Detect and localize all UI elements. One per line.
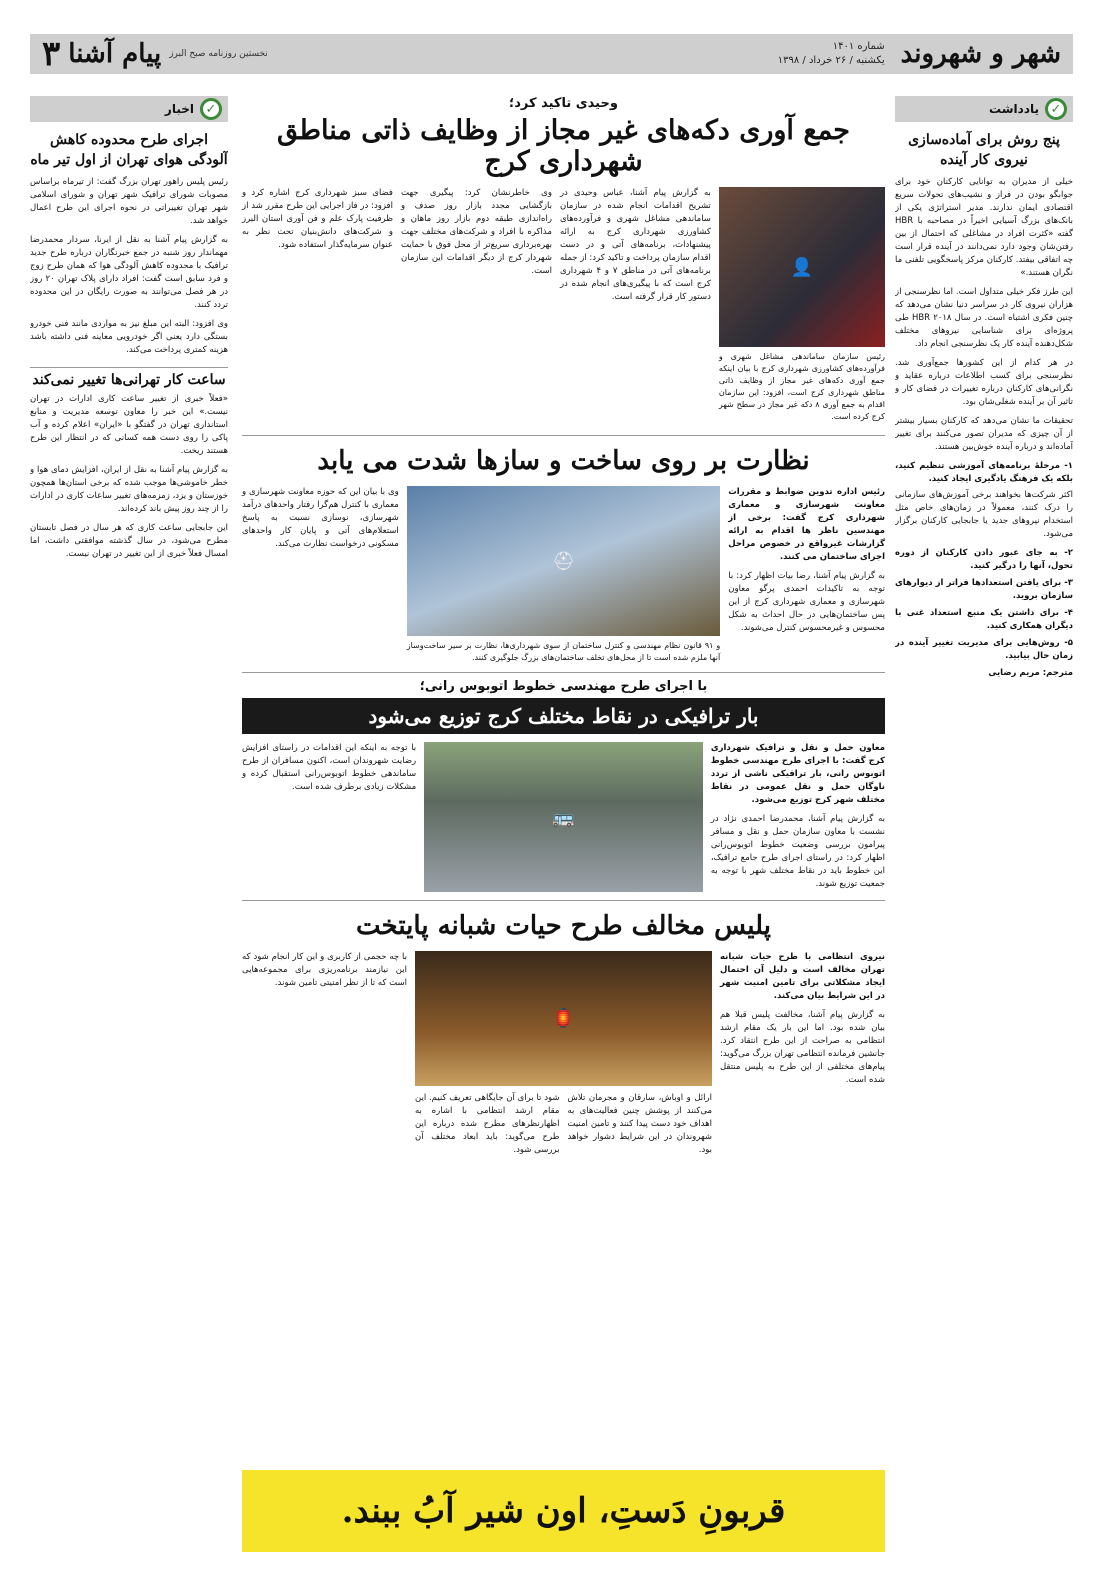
news-paragraph: رئیس پلیس راهور تهران بزرگ گفت: از تیرماه براساس مصوبات شورای ترافیک شهر تهران و شورای اسلامی شهر تهران تغییراتی در نحوه اجرای این طرح اعمال خواهد شد. <box>30 177 228 226</box>
news-paragraph: «فعلاً خبری از تغییر ساعت کاری ادارات در تهران نیست.» این خبر را معاون توسعه مدیریت و منابع استانداری تهران در گفتگو با «ایران» اعلام کرده و آب پاکی را روی دست همه کسانی که در انتظار این طرح هستند ریخت. <box>30 394 228 456</box>
news-column <box>30 96 228 1566</box>
traffic-photo: 🚌 <box>424 742 703 892</box>
story-column: شود تا برای آن جایگاهی تعریف کنیم. این مقام ارشد انتظامی با اشاره به اظهارنظرهای مطرح شده درباره این طرح می‌گوید: باید ابعاد مختلف آن بررسی شود. <box>415 1093 560 1155</box>
story-bus <box>242 672 885 892</box>
story-headline: بار ترافیکی در نقاط مختلف کرج توزیع می‌شود <box>242 698 885 734</box>
note-source: مترجم: مریم رضایی <box>988 668 1073 678</box>
story-lead-column <box>728 486 885 664</box>
story-column: ارائل و اوباش، سارقان و مجرمان تلاش می‌کنند از پوشش چنین فعالیت‌های به اهداف خود دست پیدا کنند و تامین امنیت شهروندان در این شرایط دشوار خواهد بود. <box>567 1093 712 1155</box>
check-icon: ✓ <box>1045 98 1067 120</box>
story-body <box>242 742 885 892</box>
story-column: با چه حجمی از کاربری و این کار انجام شود که این نیازمند برنامه‌ریزی برای مجموعه‌هایی است که تا از نظر امنیتی تامین شوند. <box>242 952 407 988</box>
story-column: به گزارش پیام آشنا، رضا بیات اظهار کرد: با توجه به تاکیدات احمدی پرگو معاون شهرسازی و معماری شهرداری کرج از این پس ساختمان‌هایی در حال احداث به شکل محسوس و غیرمحسوس کنترل می‌شوند. <box>728 571 885 633</box>
note-point: ۵- روش‌هایی برای مدیریت تغییر آینده در زمان حال بیابید. <box>895 638 1073 661</box>
story-column: وی خاطرنشان کرد: پیگیری جهت بازگشایی مجدد بازار روز صدف و راه‌اندازی طبقه دوم بازار روز ماهان و مذاکره با افراد و شرکت‌های مختلف جهت بهره‌برداری سریع‌تر از محل فوق با حمایت شهردار کرج از دیگر اقدامات این سازمان است. <box>400 188 552 276</box>
check-icon: ✓ <box>200 98 222 120</box>
story-kiosks <box>242 96 885 423</box>
news-header <box>30 96 228 122</box>
story-photo-block <box>415 951 712 1157</box>
story-night-life <box>242 900 885 1157</box>
note-header <box>895 96 1073 122</box>
water-saving-ad: قربونِ دَستِ، اون شیر آبُ ببند. <box>242 1470 885 1552</box>
story-construction <box>242 435 885 664</box>
story-body <box>242 486 885 664</box>
story-kicker: با اجرای طرح مهندسی خطوط اتوبوس رانی؛ <box>419 679 708 694</box>
story-photo-block <box>719 187 885 423</box>
note-paragraph: اکثر شرکت‌ها بخواهند برخی آموزش‌های سازمانی را درک کنند، معمولاً در زمان‌های خاص مثل استخدام نیروهای جدید یا جابجایی کارکنان برگزار می‌شود. <box>895 490 1073 539</box>
story-lead: نیروی انتظامی با طرح حیات شبانه تهران مخالف است و دلیل آن احتمال ایجاد مشکلاتی برای تامین امنیت شهر در این شرایط بیان می‌کند. <box>720 952 885 1001</box>
story-photo-block <box>424 742 703 892</box>
note-point: ۱- مرحلهٔ برنامه‌های آموزشی تنظیم کنید، بلکه یک فرهنگ یادگیری ایجاد کنید. <box>895 461 1073 484</box>
center-stories <box>242 96 885 1157</box>
news-paragraph: به گزارش پیام آشنا به نقل از ایرنا، سردار محمدرضا مهماندار روز شنبه در جمع خبرنگاران درباره طرح جدید ترافیک با محدوده کاهش آلودگی هوا که همان طرح زوج و فرد سابق است گفت: افراد دارای پلاک تهران ۲۰ روز در هر فصل می‌توانند به صورت رایگان در این محدوده تردد کنند. <box>30 235 228 310</box>
story-body <box>242 187 885 423</box>
section-title: شهر و شهروند <box>900 39 1061 69</box>
issue-meta <box>268 40 885 68</box>
news-title: ساعت کار تهرانی‌ها تغییر نمی‌کند <box>30 367 228 387</box>
note-label: یادداشت <box>989 101 1039 116</box>
night-market-photo: 🏮 <box>415 951 712 1086</box>
masthead-brand <box>42 34 268 74</box>
story-headline: جمع آوری دکه‌های غیر مجاز از وظایف ذاتی مناطق شهرداری کرج <box>277 115 850 177</box>
note-title: پنج روش برای آماده‌سازی نیروی کار آینده <box>908 132 1060 168</box>
newspaper-logo: پیام آشنا <box>68 39 162 69</box>
story-column: به گزارش پیام آشنا، محمدرضا احمدی نژاد در نشست با معاون سازمان حمل و نقل و مسافر پیرامون بررسی وضعیت خطوط اتوبوس‌رانی اظهار کرد: در راستای اجرای طرح جامع ترافیک، این خطوط باید در نقاط مختلف شهر با توجه به جمعیت توزیع شوند. <box>710 814 885 889</box>
story-lead: معاون حمل و نقل و ترافیک شهرداری کرج گفت: با اجرای طرح مهندسی خطوط اتوبوس رانی، بار ترافیکی ناشی از تردد ناوگان حمل و نقل عمومی در نقاط مختلف شهر کرج توزیع می‌شود. <box>710 743 885 805</box>
story-column: به گزارش پیام آشنا، عباس وحیدی در تشریح اقدامات انجام شده در سازمان ساماندهی مشاغل شهری و فرآورده‌های کشاورزی شهرداری کرج به ارائه پیشنهادات، برنامه‌های آتی و در دست اقدام سازمان پرداخت و تاکید کرد: از جمله برنامه‌های آتی در مناطق ۷ و ۴ شهرداری کرج است که با پیگیری‌های انجام شده در دستور کار قرار گرفته است. <box>559 188 711 302</box>
note-point: ۴- برای داشتن یک منبع استعداد غنی با دیگران همکاری کنید. <box>895 608 1073 631</box>
story-body <box>242 951 885 1157</box>
page-number: ۳ <box>42 34 61 74</box>
story-column: با توجه به اینکه این اقدامات در راستای افزایش رضایت شهروندان است، اکنون مسافران از طرح ساماندهی خطوط اتوبوس‌رانی استقبال کرده و مشکلات زیادی برطرف شده است. <box>241 743 417 792</box>
story-headline: پلیس مخالف طرح حیات شبانه پایتخت <box>356 911 771 941</box>
masthead <box>30 34 1073 74</box>
note-paragraph: در هر کدام از این کشورها جمع‌آوری شد. نظرسنجی برای کسب اطلاعات درباره عقاید و نگرانی‌های کارکنان درباره تغییرات در فضای کار و تاثیر آن بر آینده شغلی‌شان بود. <box>895 358 1073 407</box>
note-paragraph: این طرز فکر خیلی متداول است. اما نظرسنجی از هزاران نیروی کار در سراسر دنیا نشان می‌دهد که چنین فکری اشتباه است. در سال ۲۰۱۸ HBR طی پروژه‌ای برای شناسایی نیروهای مختلف شکل‌دهنده آینده کار یک نظرسنجی انجام داد. <box>895 287 1073 349</box>
issue-date: یکشنبه / ۲۶ خرداد / ۱۳۹۸ <box>777 55 885 66</box>
issue-number: شماره ۱۴۰۱ <box>832 41 885 52</box>
story-subcolumns <box>415 1092 712 1157</box>
photo-caption: رئیس سازمان ساماندهی مشاغل شهری و فرآورده‌های کشاورزی شهرداری کرج با بیان اینکه جمع آوری دکه‌های غیر مجاز از وظایف ذاتی مناطق شهرداری کرج است، افزود: این سازمان اقدام به جمع آوری ۸ دکه غیر مجاز در سطح شهر کرج کرده است. <box>718 352 885 421</box>
note-paragraph: تحقیقات ما نشان می‌دهد که کارکنان بسیار بیشتر از آن چیزی که مدیران تصور می‌کنند برای تغییر آماده‌اند و درباره آینده خوش‌بین هستند. <box>895 416 1073 452</box>
story-column: به گزارش پیام آشنا، مخالفت پلیس قبلا هم بیان شده بود. اما این بار یک مقام ارشد انتظامی به صراحت از این طرح انتقاد کرد. جانشین فرمانده انتظامی تهران بزرگ می‌گوید: پیام‌های مختلفی از این طرح به پلیس منتقل شده است. <box>720 1010 885 1085</box>
note-column <box>895 96 1073 1566</box>
story-column: وی با بیان این که حوزه معاونت شهرسازی و معماری با کنترل هم‌گرا رفتار واحدهای درآمد شهرسازی، نوسازی نسبت به پاسخ استعلام‌های آتی و پایان کار واحدهای مسکونی درخواست نظارت می‌کند. <box>242 487 399 549</box>
construction-photo: ⛑ <box>407 486 721 636</box>
story-column: و ۹۱ قانون نظام مهندسی و کنترل ساختمان از سوی شهرداری‌ها، نظارت بر سیر ساخت‌وساز آنها ملزم شده است تا از محل‌های تخلف ساختمان‌های بزرگ جلوگیری کنند. <box>406 641 721 662</box>
official-photo: 👤 <box>719 187 885 347</box>
story-photo-block <box>407 486 721 664</box>
story-lead-column <box>711 742 885 892</box>
story-headline: نظارت بر روی ساخت و سازها شدت می یابد <box>317 446 810 476</box>
story-kicker: وحیدی تاکید کرد؛ <box>509 96 618 111</box>
story-column: فضای سبز شهرداری کرج اشاره کرد و افزود: در فاز اجرایی این طرح مقرر شد از ظرفیت پارک علم و فن آوری استان البرز و شرکت‌های دانش‌بنیان تحت نظر به عنوان سرمایه‌گذار استفاده شود. <box>242 188 393 250</box>
story-lead-column <box>720 951 885 1157</box>
news-paragraph: این جابجایی ساعت کاری که هر سال در فصل تابستان مطرح می‌شود، در سال گذشته موافقتی داشت، اما امسال فعلاً خبری از این تغییر در تهران نیست. <box>30 523 228 559</box>
note-paragraph: خیلی از مدیران به توانایی کارکنان خود برای جوابگو بودن در فراز و نشیب‌های تحولات سریع اقتصادی ایمان ندارند. مدیر استراتژی یکی از بانک‌های بزرگ آسیایی اخیراً در مصاحبه با HBR گفته «کثرت افراد در مشاغلی که احتمال از بین رفتن‌شان وجود دارد نمی‌دانند در آینده قرار است چه اتفاقی بیفتد. کارکنان مرکز پاسخگویی تلفنی ما نگران هستند.» <box>895 177 1073 278</box>
news-paragraph: وی افزود: البته این مبلغ نیز به مواردی مانند فنی خودرو بستگی دارد یعنی اگر خودرویی معاینه فنی داشته باشد هزینه کمتری پرداخت می‌کند. <box>30 319 228 355</box>
news-title: اجرای طرح محدوده کاهش آلودگی هوای تهران از اول تیر ماه <box>30 132 228 168</box>
newspaper-tagline: نخستین روزنامه صبح البرز <box>169 49 268 59</box>
story-lead: رئیس اداره تدوین ضوابط و مقررات معاونت شهرسازی و معماری شهرداری کرج گفت: برخی از مهندسین ناظر ها اقدام به ارائه گزارشات غیرواقع در خصوص مراحل اجرای ساختمان می کنند. <box>728 487 885 562</box>
note-point: ۳- برای یافتن استعدادها فراتر از دیوارهای سازمان بروید. <box>895 578 1073 601</box>
news-label: اخبار <box>164 101 194 116</box>
news-paragraph: به گزارش پیام آشنا به نقل از ایران، افزایش دمای هوا و خطر خاموشی‌ها موجب شده که برخی استان‌ها همچون خوزستان و یزد، زمزمه‌های تغییر ساعات کاری در ادارات را از چند روز پیش باند کرده‌اند. <box>30 465 228 514</box>
note-point: ۲- به جای عبور دادن کارکنان از دوره تحول، آنها را درگیر کنید. <box>895 548 1073 571</box>
